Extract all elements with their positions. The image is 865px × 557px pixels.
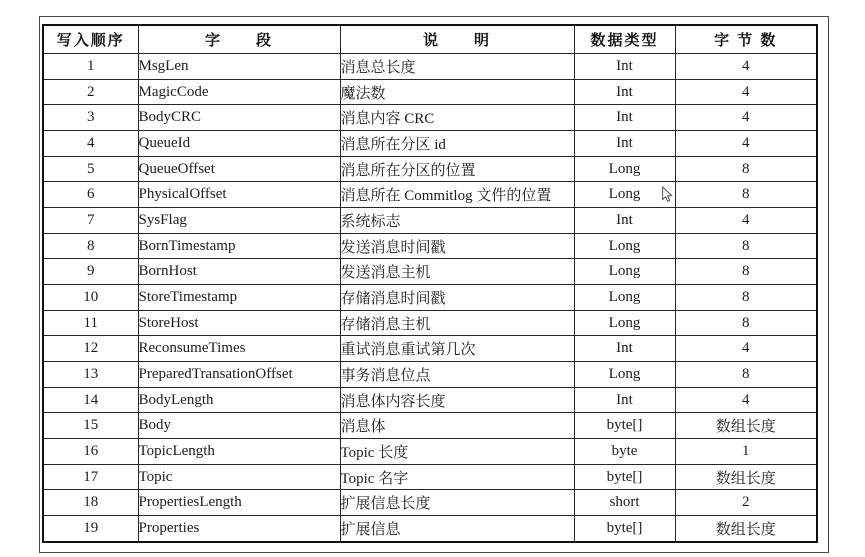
- field-cell: PropertiesLength: [138, 490, 340, 516]
- order-cell: 7: [43, 208, 138, 234]
- order-cell: 8: [43, 233, 138, 259]
- field-cell: Body: [138, 413, 340, 439]
- table-body: [43, 54, 817, 543]
- bytes-cell: 8: [675, 285, 817, 311]
- description-cell: 消息内容 CRC: [340, 105, 574, 131]
- order-cell: 2: [43, 79, 138, 105]
- bytes-cell: 4: [675, 54, 817, 80]
- table-row: [43, 387, 817, 413]
- order-cell: 11: [43, 310, 138, 336]
- field-cell: MsgLen: [138, 54, 340, 80]
- type-cell: Long: [574, 156, 675, 182]
- order-cell: 13: [43, 362, 138, 388]
- header-write-order: 写入顺序: [43, 25, 138, 54]
- order-cell: 12: [43, 336, 138, 362]
- order-cell: 6: [43, 182, 138, 208]
- type-cell: byte[]: [574, 464, 675, 490]
- bytes-cell: 4: [675, 208, 817, 234]
- field-cell: Properties: [138, 516, 340, 542]
- header-field: 字 段: [138, 25, 340, 54]
- table-row: [43, 490, 817, 516]
- description-cell: 消息所在分区的位置: [340, 156, 574, 182]
- description-cell: 发送消息时间戳: [340, 233, 574, 259]
- field-cell: QueueOffset: [138, 156, 340, 182]
- description-cell: 魔法数: [340, 79, 574, 105]
- table-row: [43, 464, 817, 490]
- order-cell: 4: [43, 131, 138, 157]
- table-outer-rule: [39, 16, 829, 553]
- order-cell: 16: [43, 439, 138, 465]
- description-cell: 消息体: [340, 413, 574, 439]
- table-row: [43, 310, 817, 336]
- description-cell: 消息所在分区 id: [340, 131, 574, 157]
- order-cell: 5: [43, 156, 138, 182]
- table-row: [43, 439, 817, 465]
- order-cell: 19: [43, 516, 138, 542]
- table-row: [43, 54, 817, 80]
- bytes-cell: 1: [675, 439, 817, 465]
- description-cell: 消息所在 Commitlog 文件的位置: [340, 182, 574, 208]
- table-header: [43, 25, 817, 54]
- bytes-cell: 4: [675, 79, 817, 105]
- bytes-cell: 8: [675, 310, 817, 336]
- type-cell: byte[]: [574, 413, 675, 439]
- type-cell: Long: [574, 182, 675, 208]
- field-cell: TopicLength: [138, 439, 340, 465]
- table-row: [43, 131, 817, 157]
- bytes-cell: 8: [675, 362, 817, 388]
- type-cell: Long: [574, 259, 675, 285]
- type-cell: Int: [574, 79, 675, 105]
- order-cell: 10: [43, 285, 138, 311]
- field-cell: SysFlag: [138, 208, 340, 234]
- description-cell: Topic 名字: [340, 464, 574, 490]
- header-byte-count: 字 节 数: [675, 25, 817, 54]
- type-cell: Int: [574, 387, 675, 413]
- bytes-cell: 4: [675, 105, 817, 131]
- description-cell: 扩展信息长度: [340, 490, 574, 516]
- header-description: 说 明: [340, 25, 574, 54]
- header-data-type: 数据类型: [574, 25, 675, 54]
- description-cell: 消息总长度: [340, 54, 574, 80]
- order-cell: 17: [43, 464, 138, 490]
- type-cell: Int: [574, 131, 675, 157]
- type-cell: Int: [574, 54, 675, 80]
- table-row: [43, 259, 817, 285]
- description-cell: 存储消息时间戳: [340, 285, 574, 311]
- bytes-cell: 数组长度: [675, 464, 817, 490]
- description-cell: 扩展信息: [340, 516, 574, 542]
- field-cell: BodyLength: [138, 387, 340, 413]
- description-cell: 系统标志: [340, 208, 574, 234]
- table-row: [43, 105, 817, 131]
- field-cell: StoreHost: [138, 310, 340, 336]
- bytes-cell: 8: [675, 156, 817, 182]
- order-cell: 18: [43, 490, 138, 516]
- type-cell: byte[]: [574, 516, 675, 542]
- field-cell: ReconsumeTimes: [138, 336, 340, 362]
- field-cell: Topic: [138, 464, 340, 490]
- description-cell: 重试消息重试第几次: [340, 336, 574, 362]
- field-cell: BornHost: [138, 259, 340, 285]
- type-cell: byte: [574, 439, 675, 465]
- table-row: [43, 79, 817, 105]
- field-cell: QueueId: [138, 131, 340, 157]
- type-cell: Int: [574, 105, 675, 131]
- type-cell: Long: [574, 362, 675, 388]
- order-cell: 9: [43, 259, 138, 285]
- field-cell: MagicCode: [138, 79, 340, 105]
- description-cell: 存储消息主机: [340, 310, 574, 336]
- table-row: [43, 516, 817, 542]
- bytes-cell: 4: [675, 131, 817, 157]
- field-cell: BodyCRC: [138, 105, 340, 131]
- bytes-cell: 数组长度: [675, 516, 817, 542]
- description-cell: 消息体内容长度: [340, 387, 574, 413]
- order-cell: 14: [43, 387, 138, 413]
- header-row: [43, 25, 817, 54]
- description-cell: 发送消息主机: [340, 259, 574, 285]
- table-row: [43, 362, 817, 388]
- table-row: [43, 413, 817, 439]
- bytes-cell: 8: [675, 259, 817, 285]
- table-row: [43, 156, 817, 182]
- bytes-cell: 数组长度: [675, 413, 817, 439]
- type-cell: Long: [574, 310, 675, 336]
- description-cell: 事务消息位点: [340, 362, 574, 388]
- bytes-cell: 2: [675, 490, 817, 516]
- description-cell: Topic 长度: [340, 439, 574, 465]
- table-row: [43, 233, 817, 259]
- field-cell: BornTimestamp: [138, 233, 340, 259]
- type-cell: Int: [574, 336, 675, 362]
- table-row: [43, 285, 817, 311]
- table-row: [43, 208, 817, 234]
- type-cell: Long: [574, 233, 675, 259]
- type-cell: Long: [574, 285, 675, 311]
- type-cell: short: [574, 490, 675, 516]
- order-cell: 15: [43, 413, 138, 439]
- bytes-cell: 8: [675, 182, 817, 208]
- bytes-cell: 4: [675, 387, 817, 413]
- order-cell: 1: [43, 54, 138, 80]
- order-cell: 3: [43, 105, 138, 131]
- table-row: [43, 336, 817, 362]
- field-cell: PreparedTransationOffset: [138, 362, 340, 388]
- field-cell: PhysicalOffset: [138, 182, 340, 208]
- table-row: [43, 182, 817, 208]
- message-format-table: [42, 24, 818, 543]
- bytes-cell: 4: [675, 336, 817, 362]
- type-cell: Int: [574, 208, 675, 234]
- field-cell: StoreTimestamp: [138, 285, 340, 311]
- bytes-cell: 8: [675, 233, 817, 259]
